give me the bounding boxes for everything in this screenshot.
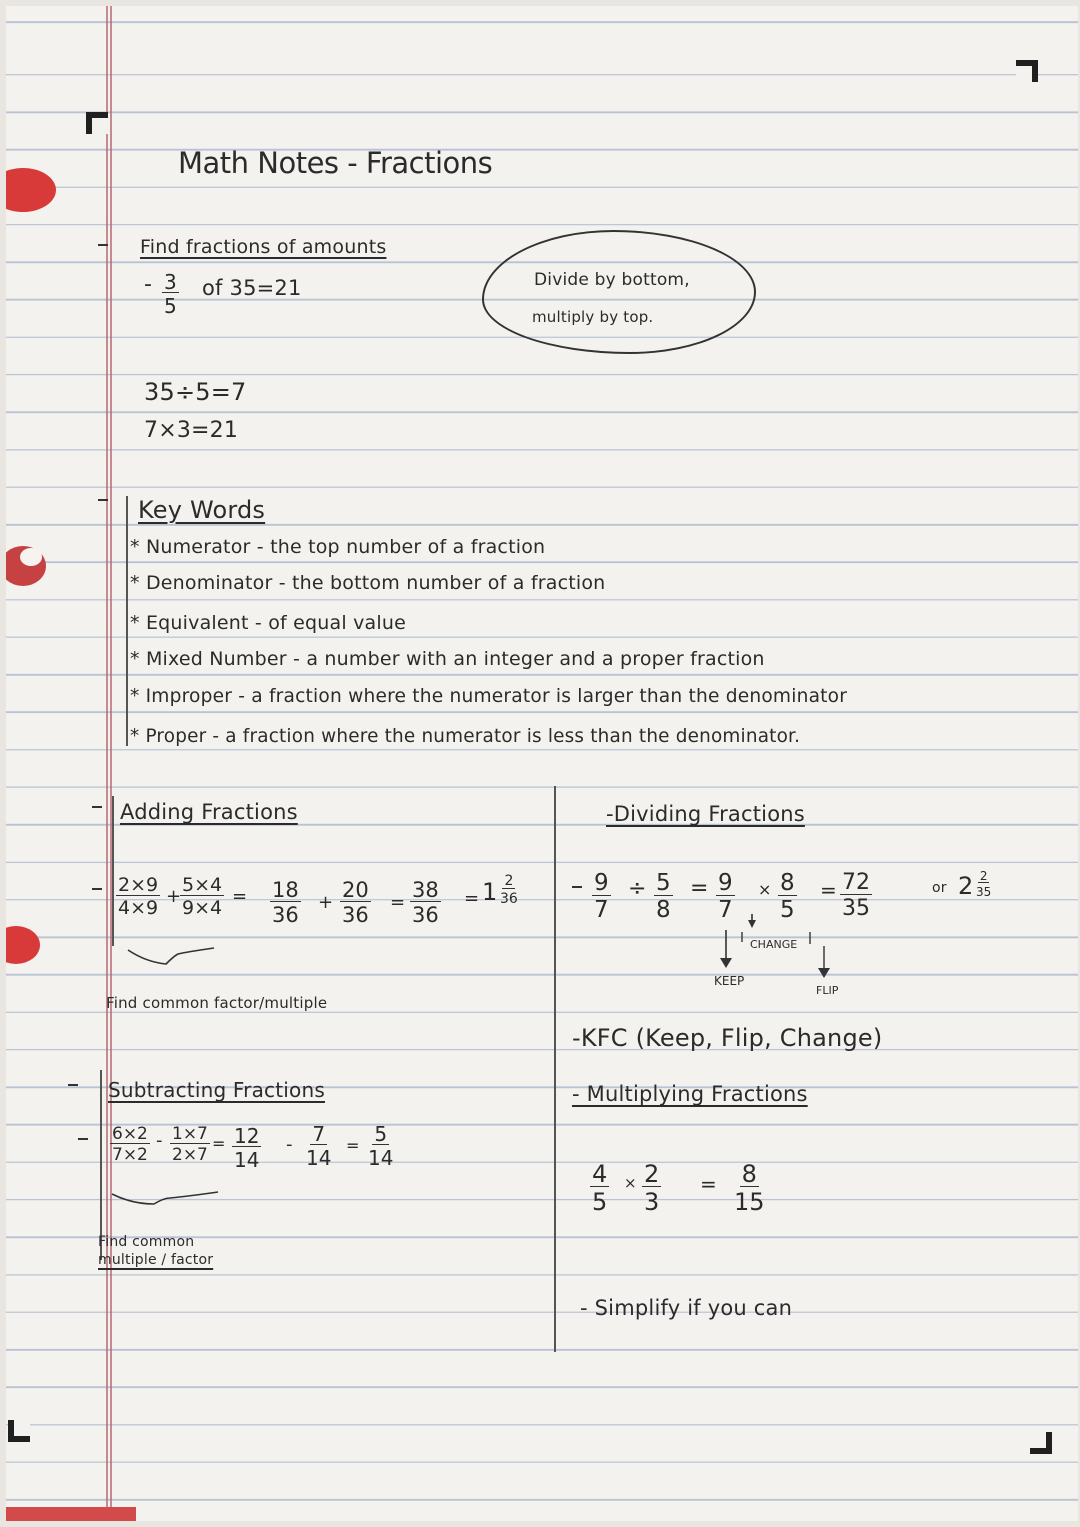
fraction-denominator: 7×2 <box>112 1145 148 1165</box>
equals-sign: = <box>212 1134 226 1153</box>
multiplying-heading: - Multiplying Fractions <box>572 1082 808 1106</box>
plus-sign: + <box>166 886 182 907</box>
fraction-denominator: 5 <box>780 897 795 923</box>
bullet-dash <box>98 244 108 246</box>
subtracting-brace <box>110 1190 220 1212</box>
subtracting-note-line-1: Find common <box>98 1234 195 1250</box>
equals-sign: = <box>820 878 837 902</box>
fraction-denominator: 35 <box>976 885 992 899</box>
dividing-or: or <box>932 880 947 896</box>
fraction-denominator: 36 <box>272 903 299 927</box>
fraction-numerator: 4 <box>592 1160 608 1188</box>
fraction-numerator: 2 <box>979 869 988 883</box>
dividing-mixed-fraction <box>976 870 991 898</box>
subtracting-bracket <box>100 1070 102 1260</box>
page-title: Math Notes - Fractions <box>178 146 493 180</box>
fraction-denominator: 36 <box>342 903 369 927</box>
fraction-numerator: 8 <box>741 1160 757 1188</box>
fraction-numerator: 20 <box>342 878 369 902</box>
multiplying-fraction-2 <box>642 1162 661 1214</box>
fraction-numerator: 2×9 <box>118 874 159 896</box>
fraction-denominator: 3 <box>644 1188 660 1216</box>
fraction-numerator: 8 <box>780 870 795 896</box>
corner-marker-bottom-right <box>1030 1432 1052 1454</box>
adding-mixed-fraction <box>500 874 518 906</box>
cloud-line-1: Divide by bottom, <box>534 270 690 290</box>
fraction-numerator: 9 <box>594 870 609 896</box>
fraction-numerator: 3 <box>164 270 177 294</box>
fraction-denominator: 2×7 <box>172 1145 208 1165</box>
subtracting-fraction-4 <box>306 1124 331 1168</box>
find-fractions-fraction <box>162 272 179 316</box>
fraction-denominator: 5 <box>164 294 177 318</box>
fraction-denominator: 7 <box>718 897 733 923</box>
fraction-denominator: 35 <box>842 896 870 921</box>
fraction-numerator: 12 <box>234 1124 260 1148</box>
corner-marker-bottom-left <box>8 1420 30 1442</box>
fraction-denominator: 14 <box>368 1146 394 1170</box>
tip-cloud <box>482 230 756 354</box>
adding-note: Find common factor/multiple <box>106 994 328 1012</box>
keywords-heading: Key Words <box>138 496 266 524</box>
equals-sign: = <box>700 1172 717 1196</box>
subtracting-fraction-1 <box>110 1126 150 1164</box>
dividing-keep-label: KEEP <box>714 974 745 988</box>
dividing-mixed-whole: 2 <box>958 872 974 900</box>
fraction-denominator: 8 <box>656 897 671 923</box>
bullet-dash <box>572 886 582 888</box>
fraction-numerator: 1×7 <box>172 1124 208 1144</box>
fraction-numerator: 5×4 <box>182 874 223 896</box>
multiplying-simplify: - Simplify if you can <box>580 1296 793 1320</box>
section-divider <box>554 786 556 1352</box>
fraction-denominator: 9×4 <box>182 897 223 919</box>
keyword-equivalent: * Equivalent - of equal value <box>130 612 407 634</box>
bullet-dash <box>92 888 102 890</box>
keyword-proper: * Proper - a fraction where the numerator is less than the denominator. <box>130 726 801 747</box>
fraction-numerator: 5 <box>374 1122 388 1146</box>
adding-mixed-whole: 1 <box>482 878 498 906</box>
subtracting-fraction-3 <box>232 1126 261 1170</box>
divide-sign: ÷ <box>628 876 647 901</box>
minus-sign: - <box>156 1130 163 1151</box>
fraction-denominator: 4×9 <box>118 897 159 919</box>
dividing-fraction-2 <box>654 872 673 922</box>
multiplying-fraction-1 <box>590 1162 609 1214</box>
fraction-denominator: 14 <box>306 1146 332 1170</box>
equals-sign: = <box>390 892 406 913</box>
bullet-dash <box>68 1084 78 1086</box>
corner-marker-top-right <box>1016 60 1038 82</box>
fraction-numerator: 5 <box>656 870 671 896</box>
keyword-mixed-number: * Mixed Number - a number with an integer and a proper fraction <box>130 648 765 670</box>
dividing-fraction-5 <box>840 872 872 920</box>
plus-sign: + <box>318 892 334 913</box>
equals-sign: = <box>232 886 248 907</box>
adding-fraction-5 <box>410 880 441 926</box>
fraction-numerator: 6×2 <box>112 1124 148 1144</box>
fraction-numerator: 72 <box>842 870 870 895</box>
equals-sign: = <box>346 1136 360 1155</box>
fraction-denominator: 7 <box>594 897 609 923</box>
cloud-line-2: multiply by top. <box>532 308 654 326</box>
keyword-numerator: * Numerator - the top number of a fraction <box>130 536 546 558</box>
adding-fraction-4 <box>340 880 371 926</box>
fraction-denominator: 5 <box>592 1188 608 1216</box>
keyword-improper: * Improper - a fraction where the numerator is larger than the denominator <box>130 686 848 707</box>
fraction-denominator: 36 <box>500 891 518 907</box>
bullet-dash <box>98 499 108 501</box>
punch-hole-3 <box>6 926 40 964</box>
notebook-page <box>6 6 1078 1521</box>
dividing-kfc: -KFC (Keep, Flip, Change) <box>572 1024 883 1052</box>
fraction-numerator: 38 <box>412 878 439 902</box>
fraction-denominator: 15 <box>734 1188 765 1216</box>
margin-line-left-2 <box>110 6 112 1521</box>
find-fractions-dash: - <box>144 272 153 297</box>
find-fractions-heading: Find fractions of amounts <box>140 236 387 258</box>
find-fractions-problem: of 35=21 <box>202 276 302 300</box>
subtracting-fraction-2 <box>170 1126 210 1164</box>
multiplying-fraction-3 <box>734 1162 765 1214</box>
fraction-numerator: 2 <box>504 873 514 889</box>
fraction-numerator: 9 <box>718 870 733 896</box>
corner-marker-top-left <box>86 112 108 134</box>
fraction-denominator: 36 <box>412 903 439 927</box>
fraction-denominator: 14 <box>234 1148 260 1172</box>
subtracting-fraction-5 <box>368 1124 393 1168</box>
adding-fraction-1 <box>116 876 160 918</box>
subtracting-heading: Subtracting Fractions <box>108 1078 325 1102</box>
multiply-sign: × <box>624 1174 637 1192</box>
keywords-bracket <box>126 496 128 746</box>
find-fractions-step-2: 7×3=21 <box>144 418 239 443</box>
fraction-numerator: 18 <box>272 878 299 902</box>
dividing-flip-label: FLIP <box>816 984 839 997</box>
keyword-denominator: * Denominator - the bottom number of a fraction <box>130 572 606 594</box>
dividing-change-label: CHANGE <box>750 938 798 951</box>
adding-bracket <box>112 796 114 946</box>
adding-heading: Adding Fractions <box>120 800 298 824</box>
adding-brace <box>126 946 216 970</box>
dividing-fraction-1 <box>592 872 611 922</box>
fraction-numerator: 2 <box>644 1160 660 1188</box>
dividing-heading: -Dividing Fractions <box>606 802 805 826</box>
equals-sign: = <box>464 888 480 909</box>
adding-fraction-2 <box>180 876 224 918</box>
adding-fraction-3 <box>270 880 301 926</box>
bullet-dash <box>78 1138 88 1140</box>
find-fractions-step-1: 35÷5=7 <box>144 378 247 406</box>
bottom-red-strip <box>6 1507 136 1521</box>
bullet-dash <box>92 806 102 808</box>
punch-hole-2-white <box>20 548 42 566</box>
equals-sign: = <box>690 876 709 901</box>
punch-hole-1 <box>6 168 56 212</box>
minus-sign: - <box>286 1134 293 1155</box>
subtracting-note-line-2: multiple / factor <box>98 1252 214 1268</box>
margin-line-left <box>106 6 108 1521</box>
fraction-numerator: 7 <box>312 1122 326 1146</box>
multiply-sign: × <box>758 880 772 899</box>
